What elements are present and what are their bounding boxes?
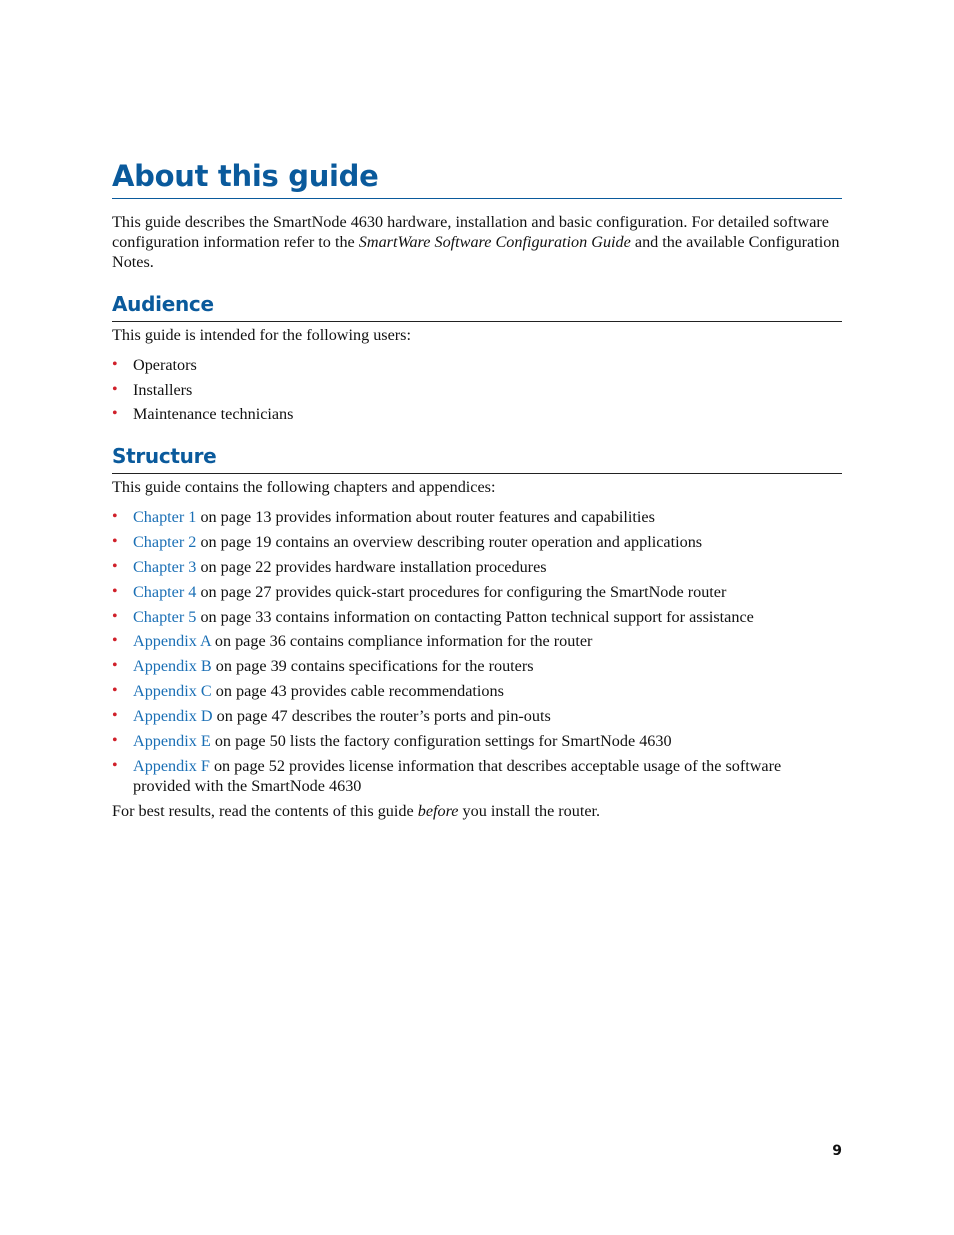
item-text: on page 13 provides information about router features and capabilities (196, 508, 655, 526)
list-item (112, 404, 842, 424)
bullet-icon: • (112, 607, 118, 625)
appendix-e-link[interactable]: Appendix E (133, 732, 211, 751)
list-item (112, 607, 842, 627)
list-item (112, 507, 842, 527)
item-text: on page 36 contains compliance information for the router (210, 632, 593, 651)
appendix-c-link[interactable]: Appendix C (133, 682, 212, 701)
list-item (112, 631, 842, 651)
chapter-5-link[interactable]: Chapter 5 (133, 607, 197, 626)
item-text: on page 27 provides quick-start procedures for configuring the SmartNode router (196, 582, 727, 601)
list-item (112, 681, 842, 701)
audience-heading: Audience (112, 292, 214, 316)
intro-paragraph (112, 212, 842, 272)
list-item (112, 380, 842, 400)
item-text: on page 47 describes the router’s ports and pin-outs (212, 707, 551, 726)
structure-lead: This guide contains the following chapters and appendices: (112, 478, 496, 496)
audience-rule (112, 321, 842, 322)
structure-heading: Structure (112, 444, 217, 468)
chapter-2-link[interactable]: Chapter 2 (133, 532, 197, 551)
closing-italic: before (417, 802, 459, 820)
structure-list (112, 507, 842, 796)
closing-text-1: For best results, read the contents of this guide (112, 802, 418, 820)
list-item (112, 355, 842, 375)
bullet-icon: • (112, 732, 118, 750)
item-text: on page 22 provides hardware installation procedures (196, 557, 547, 576)
list-item (112, 557, 842, 577)
intro-text-1: This guide describes the SmartNode 4630 hardware, installation and basic configuration. For detailed software configuration information refer to the (112, 213, 829, 251)
chapter-1-link[interactable]: Chapter 1 (133, 508, 197, 526)
closing-text-2: you install the router. (458, 802, 601, 820)
bullet-icon: • (112, 557, 118, 575)
list-item (112, 731, 842, 751)
bullet-icon: • (112, 532, 118, 550)
appendix-f-link[interactable]: Appendix F (133, 756, 210, 775)
item-text: on page 39 contains specifications for the routers (211, 657, 534, 676)
audience-item: Operators (133, 356, 197, 374)
list-item (112, 756, 842, 796)
item-text: on page 33 contains information on contacting Patton technical support for assistance (196, 607, 754, 626)
item-text: on page 52 provides license information that describes acceptable usage of the software provided with the SmartNode 4630 (133, 756, 782, 795)
bullet-icon: • (112, 356, 118, 373)
bullet-icon: • (112, 582, 118, 600)
page-title: About this guide (112, 159, 379, 193)
item-text: on page 19 contains an overview describing router operation and applications (196, 532, 703, 551)
appendix-d-link[interactable]: Appendix D (133, 707, 213, 726)
bullet-icon: • (112, 632, 118, 650)
audience-lead: This guide is intended for the following users: (112, 326, 411, 344)
intro-text-2: and the available Configuration Notes. (112, 233, 840, 271)
list-item (112, 532, 842, 552)
bullet-icon: • (112, 380, 118, 398)
bullet-icon: • (112, 682, 118, 700)
bullet-icon: • (112, 657, 118, 675)
audience-list (112, 355, 842, 424)
audience-item: Maintenance technicians (133, 405, 294, 423)
intro-italic-title: SmartWare Software Configuration Guide (358, 233, 631, 251)
list-item (112, 582, 842, 602)
structure-rule (112, 473, 842, 474)
bullet-icon: • (112, 707, 118, 725)
page-number: 9 (832, 1143, 842, 1159)
closing-paragraph (112, 801, 842, 821)
chapter-3-link[interactable]: Chapter 3 (133, 557, 197, 576)
appendix-a-link[interactable]: Appendix A (133, 632, 211, 651)
bullet-icon: • (112, 508, 118, 525)
list-item (112, 706, 842, 726)
audience-item: Installers (133, 380, 193, 399)
item-text: on page 43 provides cable recommendations (211, 682, 504, 701)
appendix-b-link[interactable]: Appendix B (133, 657, 212, 676)
list-item (112, 656, 842, 676)
title-rule (112, 198, 842, 199)
bullet-icon: • (112, 756, 118, 774)
item-text: on page 50 lists the factory configuration settings for SmartNode 4630 (210, 732, 672, 751)
chapter-4-link[interactable]: Chapter 4 (133, 582, 197, 601)
bullet-icon: • (112, 405, 118, 422)
